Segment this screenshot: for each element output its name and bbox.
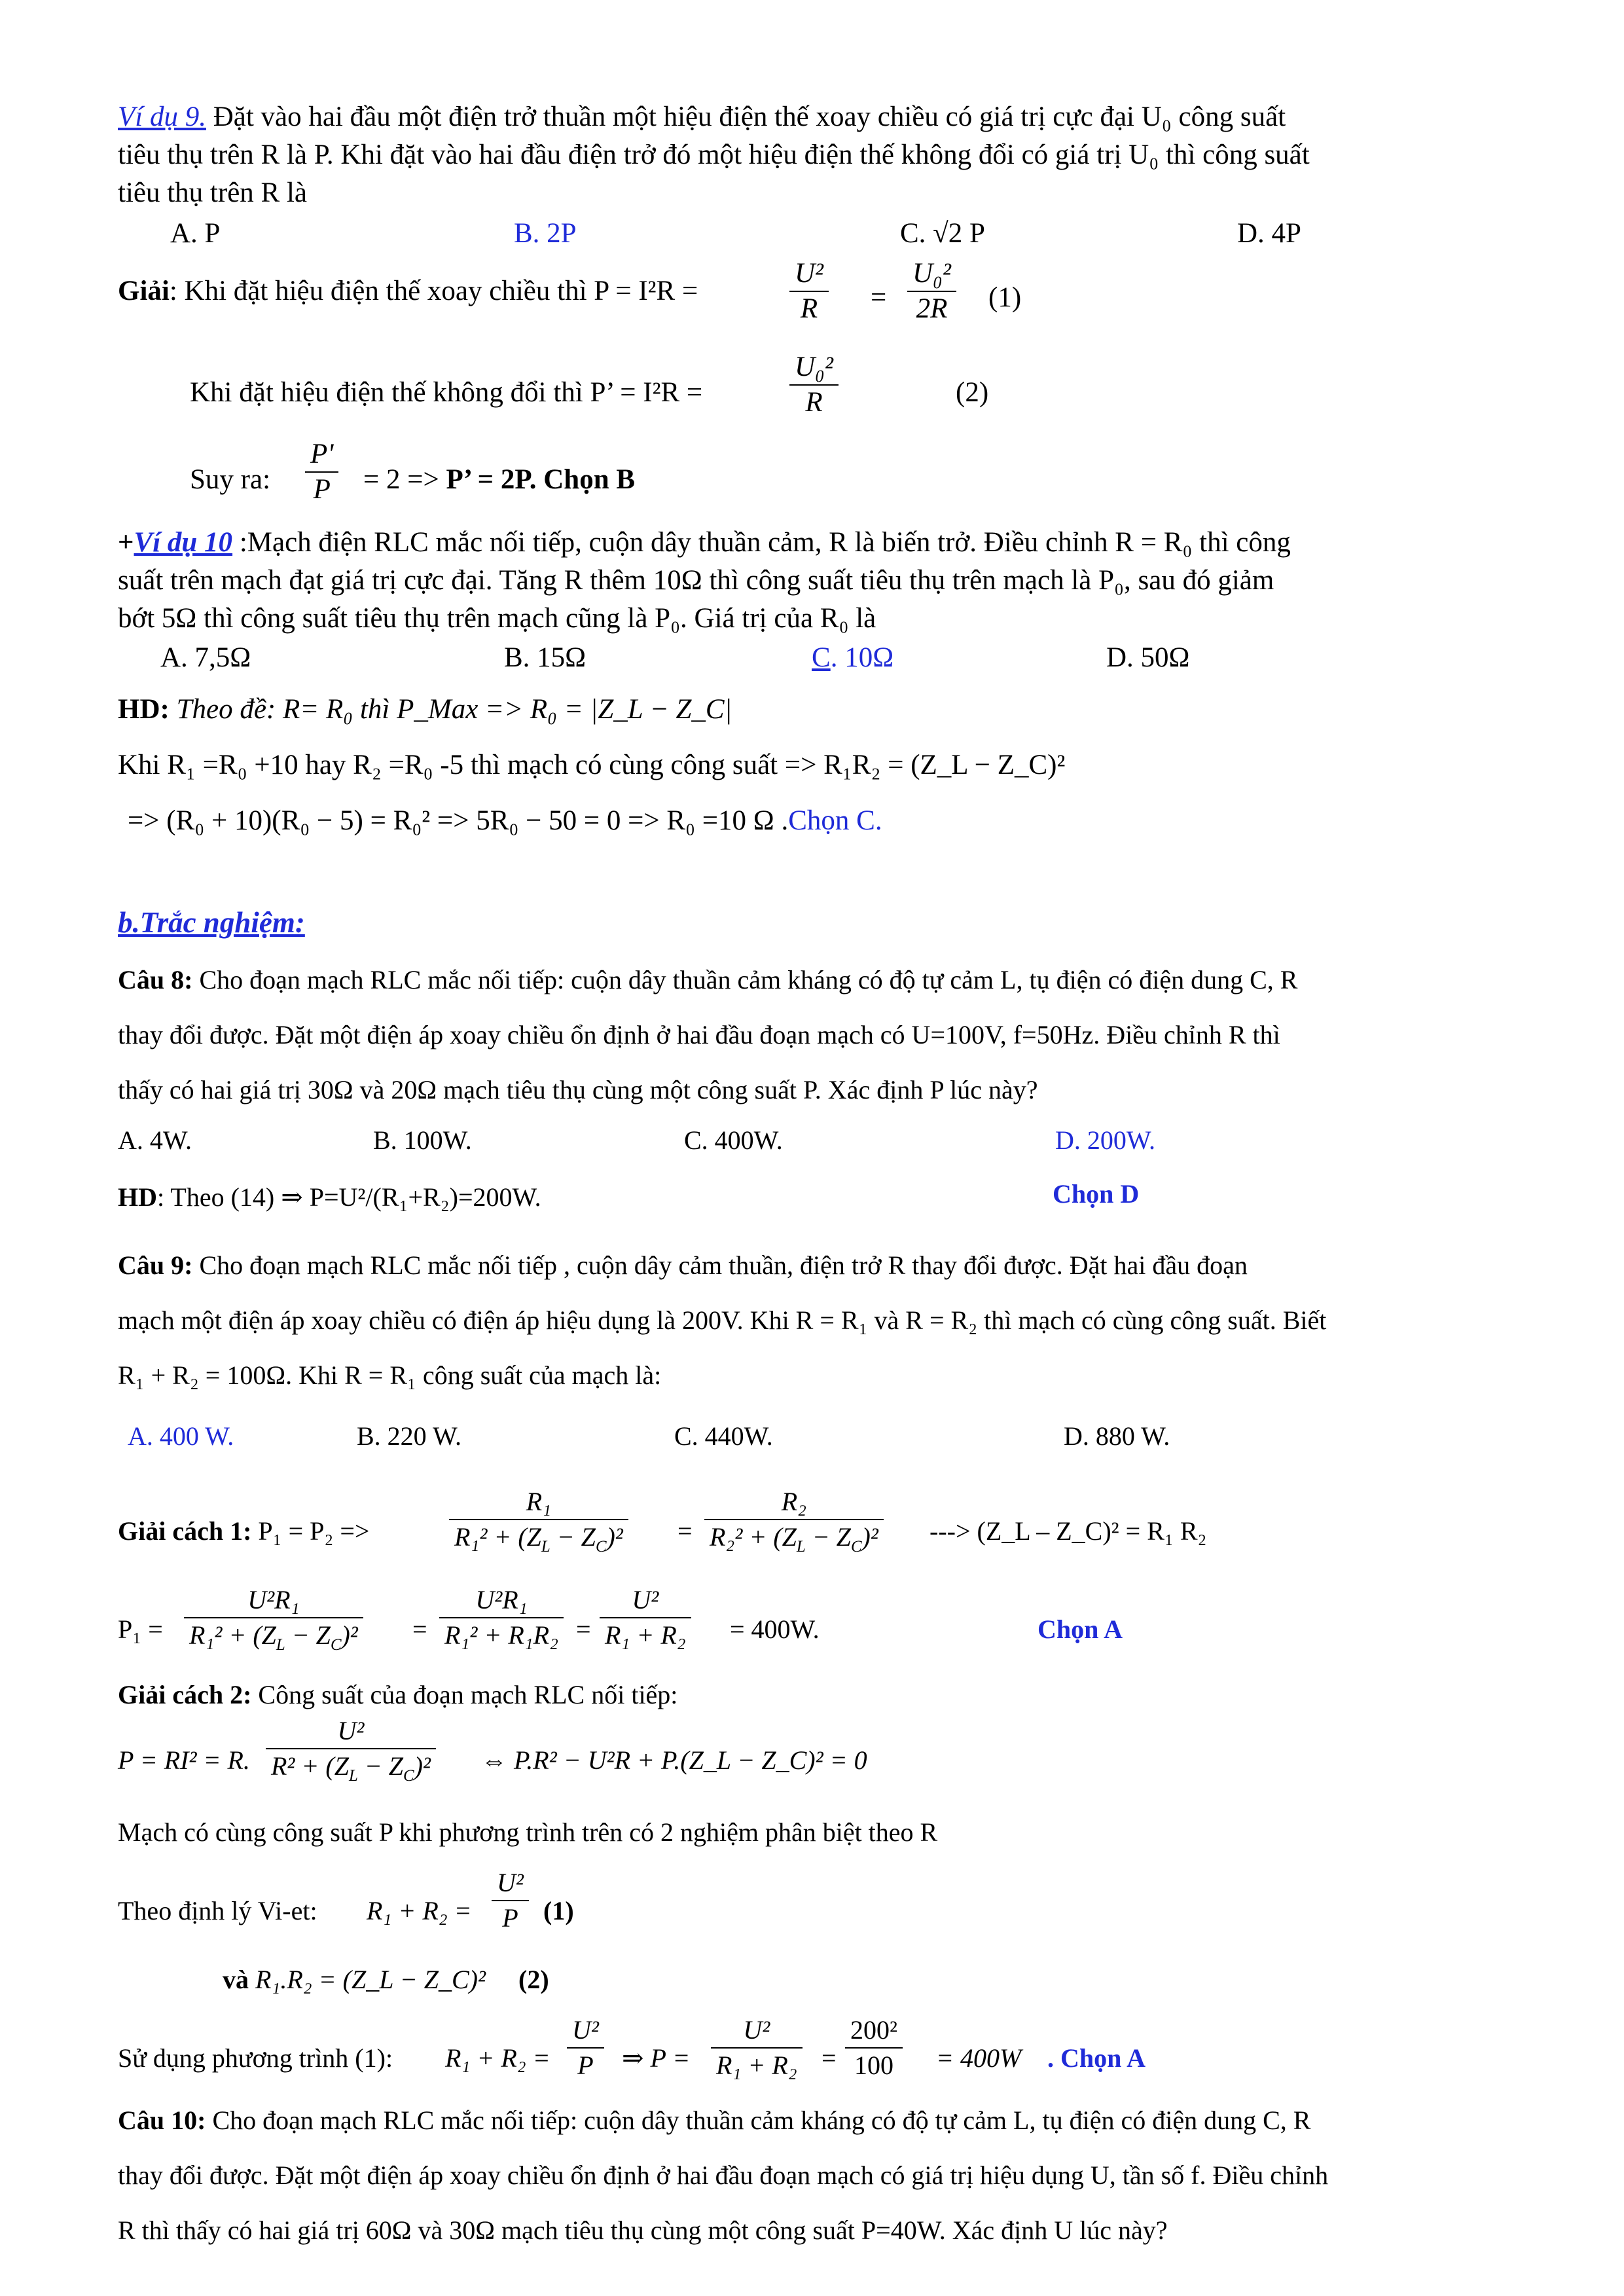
cau9-c1-frac-1: $\frac{\text{R₁}}{R_1^2 + (Z_L - Z_C)^2}$	[445, 1485, 632, 1564]
vd9-giai-line2: Khi đặt hiệu điện thế không đổi thì P’ = I²R =	[190, 377, 703, 408]
vd10-option-b: B. 15Ω	[504, 642, 586, 673]
cau8-hd-line	[118, 1178, 541, 1216]
cau8-hd-label: HD	[118, 1182, 157, 1212]
cau8-line1	[118, 961, 1297, 999]
cau9-c2-l1: Công suất của đoạn mạch RLC nối tiếp:	[251, 1680, 678, 1709]
vd10-line3: bớt 5Ω thì công suất tiêu thụ trên mạch cũng là P₀. Giá trị của R₀ là	[118, 603, 876, 634]
cau8-choice: Chọn D	[1053, 1179, 1140, 1209]
cau9-c1-frac-5: $\frac{\text{U²}}{\text{R₁ + R₂}}$	[596, 1583, 695, 1652]
cau9-c1-equals: =	[677, 1516, 693, 1546]
cau9-c2-frac-8: $\frac{\text{200²}}{100}$	[841, 2013, 907, 2083]
cau9-c2-frac: $\frac{\text{U²}}{R^2 + (Z_L - Z_C)^2}$	[262, 1714, 440, 1793]
vd9-frac-u02-2r: $\frac{\text{U₀²}}{2R}$	[903, 257, 960, 326]
cau10-line2: thay đổi được. Đặt một điện áp xoay chiều ổn định ở hai đầu đoạn mạch có giá trị hiệu dụng U, tần số f. Điều chỉnh	[118, 2160, 1329, 2190]
cau8-l1: Cho đoạn mạch RLC mắc nối tiếp: cuộn dây thuần cảm kháng có độ tự cảm L, tụ điện có điện dung C, R	[192, 965, 1298, 994]
vd10-text-l1: :Mạch điện RLC mắc nối tiếp, cuộn dây thuần cảm, R là biến trở. Điều chỉnh R = R₀ thì công	[232, 527, 1291, 558]
cau9-c2-eq: ⇔ P.R² − U²R + P.(Z_L − Z_C)² = 0	[481, 1745, 867, 1775]
cau8-line2: thay đổi được. Đặt một điện áp xoay chiều ổn định ở hai đầu đoạn mạch có U=100V, f=50Hz. Điều chỉnh R thì	[118, 1020, 1280, 1049]
cau9-c2-l5eq: R₁.R₂ = (Z_L − Z_C)²	[255, 1965, 486, 1994]
vd9-frac-u02-r: $\frac{\text{U₀²}}{R}$	[785, 350, 842, 420]
vd10-hd-l1: Theo đề: R= R₀ thì P_Max => R₀ = |Z_L − Z_C|	[169, 694, 732, 725]
cau8-line3: thấy có hai giá trị 30Ω và 20Ω mạch tiêu thụ cùng một công suất P. Xác định P lúc này?	[118, 1075, 1038, 1104]
cau9-c1-l2a: P₁ =	[118, 1614, 163, 1644]
vd9-frac-u2-r: $\frac{\text{U²}}{R}$	[785, 257, 833, 326]
cau9-option-c: C. 440W.	[674, 1421, 773, 1451]
cau9-c1-label: Giải cách 1:	[118, 1516, 252, 1546]
cau10-label: Câu 10:	[118, 2105, 206, 2135]
vd10-plus: +	[118, 527, 134, 558]
vd9-option-a: A. P	[170, 218, 221, 249]
vd9-option-b: B. 2P	[514, 218, 577, 249]
cau9-option-b: B. 220 W.	[357, 1421, 462, 1451]
cau9-c2-line5	[223, 1964, 549, 1995]
cau9-c2-l5a: và	[223, 1965, 249, 1994]
vd10-line2: suất trên mạch đạt giá trị cực đại. Tăng R thêm 10Ω thì công suất tiêu thụ trên mạch là P₀, sau đó giảm	[118, 565, 1274, 596]
cau9-c1-eq-a: =	[412, 1614, 427, 1644]
vd10-hd-line1	[118, 691, 732, 729]
cau9-c2-eq-c: =	[821, 2043, 837, 2073]
vd10-hd-choice: Chọn C.	[788, 805, 882, 836]
cau9-c1-l2b: = 400W.	[730, 1614, 820, 1644]
cau8-option-a: A. 4W.	[118, 1125, 192, 1155]
cau9-line2: mạch một điện áp xoay chiều có điện áp hiệu dụng là 200V. Khi R = R₁ và R = R₂ thì mạch có cùng công suất. Biết	[118, 1305, 1327, 1335]
cau9-c2-p-lhs: P = RI² = R.	[118, 1745, 250, 1775]
cau9-c2-implies: ⇒ P =	[622, 2043, 691, 2073]
cau8-label: Câu 8:	[118, 965, 193, 994]
cau9-c2-sum-eq: R₁ + R₂ =	[445, 2043, 550, 2073]
cau9-c1-frac-3: $\frac{\text{U²R₁}}{R_1^2 + (Z_L - Z_C)^2}$	[180, 1583, 367, 1662]
vd9-label: Ví dụ 9.	[118, 101, 206, 132]
cau9-c1-choice: Chọn A	[1038, 1614, 1123, 1644]
cau9-option-a: A. 400 W.	[128, 1421, 234, 1451]
vd9-line2: tiêu thụ trên R là P. Khi đặt vào hai đầu điện trở đó một hiệu điện thế không đổi có giá trị U₀ thì công suất	[118, 139, 1310, 170]
vd10-option-a: A. 7,5Ω	[160, 642, 251, 673]
vd10-label: Ví dụ 10	[134, 527, 233, 558]
vd9-suyra-eq: = 2 =>	[363, 464, 439, 495]
cau9-c2-line1	[118, 1679, 677, 1710]
cau8-hd-text: : Theo (14) ⇒ P=U²/(R₁+R₂)=200W.	[157, 1182, 541, 1212]
cau9-c1-l1b: ---> (Z_L – Z_C)² = R₁ R₂	[929, 1516, 1207, 1546]
vd9-eq2-tag: (2)	[956, 377, 989, 408]
cau8-option-b: B. 100W.	[373, 1125, 472, 1155]
cau9-c2-l6a: Sử dụng phương trình (1):	[118, 2043, 393, 2073]
vd9-suyra-label: Suy ra:	[190, 464, 271, 495]
cau9-line1	[118, 1247, 1248, 1285]
vd9-equals: =	[871, 282, 887, 313]
cau9-c2-l4a: Theo định lý Vi-et:	[118, 1896, 317, 1925]
vd9-suyra-line	[363, 464, 635, 496]
vd9-giai-label: Giải	[118, 276, 170, 306]
cau9-label: Câu 9:	[118, 1250, 193, 1280]
vd9-giai-l1: : Khi đặt hiệu điện thế xoay chiều thì P = I²R =	[169, 276, 698, 306]
cau10-l1: Cho đoạn mạch RLC mắc nối tiếp: cuộn dây thuần cảm kháng có độ tự cảm L, tụ điện có điện dung C, R	[206, 2105, 1311, 2135]
section-title: b.Trắc nghiệm:	[118, 906, 305, 939]
cau9-option-d: D. 880 W.	[1064, 1421, 1170, 1451]
vd10-hd-label: HD:	[118, 694, 170, 725]
cau8-option-c: C. 400W.	[684, 1125, 783, 1155]
vd9-giai-line1	[118, 272, 698, 311]
vd10-option-d: D. 50Ω	[1106, 642, 1190, 673]
cau9-c2-l4b: (1)	[543, 1896, 574, 1925]
cau9-line3: R₁ + R₂ = 100Ω. Khi R = R₁ công suất của mạch là:	[118, 1360, 662, 1390]
vd10-hd-line2: Khi R₁ =R₀ +10 hay R₂ =R₀ -5 thì mạch có cùng công suất => R₁R₂ = (Z_L − Z_C)²	[118, 750, 1066, 780]
vd10-hd-l3: => (R₀ + 10)(R₀ − 5) = R₀² => 5R₀ − 50 = 0 => R₀ =10 Ω .	[128, 805, 789, 836]
cau8-option-d: D. 200W.	[1055, 1125, 1155, 1155]
vd9-eq1-tag: (1)	[988, 282, 1022, 313]
vd9-suyra-result: P’ = 2P. Chọn B	[446, 464, 636, 495]
vd9-option-c: C. √2 P	[900, 218, 985, 249]
vd9-frac-pp: $\frac{P'}{P}$	[301, 437, 342, 507]
cau9-c2-vieta-sum: R₁ + R₂ =	[367, 1896, 472, 1925]
vd10-line1	[118, 524, 1291, 562]
cau10-line3: R thì thấy có hai giá trị 60Ω và 30Ω mạch tiêu thụ cùng một công suất P=40W. Xác định U lúc này?	[118, 2215, 1168, 2245]
cau9-l1: Cho đoạn mạch RLC mắc nối tiếp , cuộn dây cảm thuần, điện trở R thay đổi được. Đặt hai đầu đoạn	[192, 1250, 1248, 1280]
cau9-c1-line1	[118, 1516, 369, 1546]
vd9-text-l1: Đặt vào hai đầu một điện trở thuần một hiệu điện thế xoay chiều có giá trị cực đại U₀ công suất	[206, 101, 1286, 132]
cau9-c2-frac-vieta: $\frac{\text{U²}}{P}$	[488, 1866, 533, 1935]
cau9-c1-eq-b: =	[576, 1614, 591, 1644]
cau9-c2-l6b: = 400W	[936, 2043, 1022, 2073]
cau9-c1-l1a: P₁ = P₂ =>	[258, 1516, 370, 1546]
vd9-line3: tiêu thụ trên R là	[118, 177, 307, 208]
vd9-option-d: D. 4P	[1237, 218, 1301, 249]
vd10-hd-line3	[128, 802, 882, 840]
cau10-line1	[118, 2102, 1310, 2140]
cau9-c2-l5b: (2)	[518, 1965, 549, 1994]
cau9-c2-label: Giải cách 2:	[118, 1680, 252, 1709]
cau9-c2-frac-7: $\frac{\text{U²}}{\text{R₁ + R₂}}$	[707, 2013, 806, 2083]
vd9-line1	[118, 98, 1286, 136]
cau9-c1-frac-2: $\frac{\text{R₂}}{R_2^2 + (Z_L - Z_C)^2}$	[700, 1485, 888, 1564]
cau9-c1-frac-4: $\frac{\text{U²R₁}}{\text{R₁² + R₁R₂}}$	[435, 1583, 568, 1652]
vd10-option-c: C. 10Ω	[812, 642, 894, 673]
cau9-c2-choice: . Chọn A	[1047, 2043, 1146, 2073]
cau9-c2-frac-6: $\frac{\text{U²}}{P}$	[563, 2013, 608, 2083]
cau9-c2-l3: Mạch có cùng công suất P khi phương trình trên có 2 nghiệm phân biệt theo R	[118, 1817, 938, 1847]
